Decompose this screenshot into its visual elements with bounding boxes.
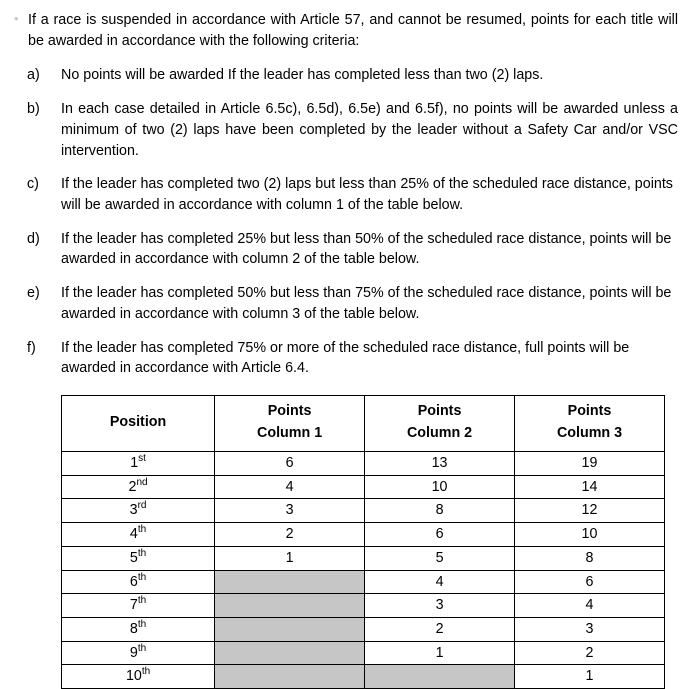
cell-position: [62, 594, 215, 618]
header-column-3: [515, 396, 665, 452]
position-number: 6: [129, 573, 138, 590]
table-row: [62, 617, 665, 641]
header-column-3-line2: Column 3: [556, 424, 623, 441]
cell-points-column-1: [215, 594, 365, 618]
clause-f: [14, 338, 678, 379]
clause-f-label: f): [27, 339, 36, 356]
cell-points-column-2: 10: [365, 475, 515, 499]
cell-position: [62, 665, 215, 689]
table-row: [62, 499, 665, 523]
cell-points-column-2: 4: [365, 570, 515, 594]
cell-position: [62, 570, 215, 594]
cell-points-column-1: 6: [215, 451, 365, 475]
clause-b-label: b): [27, 101, 40, 118]
clause-a-text: No points will be awarded If the leader has completed less than two (2) laps.: [61, 67, 544, 84]
header-position-line1: Position: [109, 413, 167, 430]
cell-points-column-2: 1: [365, 641, 515, 665]
table-row: [62, 665, 665, 689]
cell-points-column-2: 2: [365, 617, 515, 641]
cell-points-column-3: 4: [515, 594, 665, 618]
cell-position: [62, 451, 215, 475]
table-row: [62, 641, 665, 665]
position-number: 3: [129, 502, 138, 519]
points-table: [61, 395, 665, 689]
cell-points-column-3: 2: [515, 641, 665, 665]
table-header-row: [62, 396, 665, 452]
cell-points-column-1: [215, 617, 365, 641]
position-ordinal-suffix: st: [138, 453, 146, 465]
table-row: [62, 523, 665, 547]
clause-d: [14, 229, 678, 270]
table-row: [62, 451, 665, 475]
clause-e: [14, 283, 678, 324]
position-number: 2: [128, 478, 137, 495]
clause-f-text: If the leader has completed 75% or more of the scheduled race distance, full points will be awarded in accordance with Article 6.4.: [61, 339, 630, 377]
points-table-head: [62, 396, 665, 452]
clause-b: [14, 99, 678, 161]
bullet-marker: •: [14, 11, 19, 26]
position-number: 5: [129, 549, 138, 566]
clause-c-label: c): [27, 176, 39, 193]
position-ordinal-suffix: th: [137, 571, 147, 583]
header-column-1: [215, 396, 365, 452]
cell-points-column-3: 12: [515, 499, 665, 523]
position-number: 7: [129, 597, 138, 614]
cell-position: [62, 617, 215, 641]
cell-position: [62, 546, 215, 570]
position-number: 9: [129, 644, 138, 661]
points-table-body: [62, 451, 665, 688]
cell-position: [62, 499, 215, 523]
clause-d-label: d): [27, 230, 40, 247]
position-ordinal-suffix: th: [137, 619, 147, 631]
clause-a-label: a): [27, 67, 40, 84]
cell-points-column-1: 4: [215, 475, 365, 499]
cell-points-column-2: 5: [365, 546, 515, 570]
cell-position: [62, 523, 215, 547]
position-number: 8: [129, 620, 138, 637]
cell-points-column-2: 6: [365, 523, 515, 547]
cell-points-column-3: 8: [515, 546, 665, 570]
cell-points-column-3: 14: [515, 475, 665, 499]
position-ordinal-suffix: th: [137, 595, 147, 607]
clause-c-text: If the leader has completed two (2) laps but less than 25% of the scheduled race distance, points will be awarded in accordance with column 1 of the table below.: [61, 176, 673, 214]
position-number: 10: [125, 668, 142, 685]
position-ordinal-suffix: rd: [137, 500, 147, 512]
cell-points-column-3: 19: [515, 451, 665, 475]
header-column-1-line2: Column 1: [257, 424, 323, 441]
clause-a: [14, 65, 678, 86]
cell-points-column-3: 10: [515, 523, 665, 547]
cell-points-column-2: 8: [365, 499, 515, 523]
cell-position: [62, 475, 215, 499]
position-ordinal-suffix: th: [141, 666, 151, 678]
cell-points-column-2: [365, 665, 515, 689]
table-row: [62, 570, 665, 594]
header-column-2-line1: Points: [417, 403, 462, 420]
position-ordinal-suffix: th: [137, 642, 147, 654]
clause-c: [14, 174, 678, 215]
cell-points-column-2: 3: [365, 594, 515, 618]
cell-points-column-3: 6: [515, 570, 665, 594]
position-number: 1: [130, 454, 139, 471]
cell-points-column-1: 2: [215, 523, 365, 547]
table-row: [62, 475, 665, 499]
cell-points-column-2: 13: [365, 451, 515, 475]
table-row: [62, 546, 665, 570]
cell-points-column-1: [215, 665, 365, 689]
clause-e-text: If the leader has completed 50% but less than 75% of the scheduled race distance, points will be awarded in accordance with column 3 of the table below.: [61, 285, 672, 322]
cell-points-column-3: 1: [515, 665, 665, 689]
cell-points-column-1: 3: [215, 499, 365, 523]
header-column-1-line1: Points: [267, 403, 312, 420]
position-number: 4: [129, 526, 138, 543]
position-ordinal-suffix: th: [137, 548, 147, 560]
position-ordinal-suffix: nd: [136, 476, 148, 488]
header-column-2-line2: Column 2: [406, 424, 473, 441]
clause-b-text: In each case detailed in Article 6.5c), 6.5d), 6.5e) and 6.5f), no points will be awarded unless a minimum of two (2) laps have been completed by the leader without a Safety Car and/or VSC intervention.: [61, 101, 678, 159]
table-row: [62, 594, 665, 618]
position-ordinal-suffix: th: [137, 524, 147, 536]
cell-points-column-1: [215, 641, 365, 665]
cell-points-column-1: 1: [215, 546, 365, 570]
clause-e-label: e): [27, 285, 40, 302]
clause-d-text: If the leader has completed 25% but less than 50% of the scheduled race distance, points will be awarded in accordance with column 2 of the table below.: [61, 230, 672, 268]
header-column-3-line1: Points: [567, 403, 612, 420]
intro-text: If a race is suspended in accordance with Article 57, and cannot be resumed, points for each title will be awarded in accordance with the following criteria:: [28, 12, 678, 49]
cell-points-column-1: [215, 570, 365, 594]
header-column-2: [365, 396, 515, 452]
cell-position: [62, 641, 215, 665]
header-position: [62, 396, 215, 452]
cell-points-column-3: 3: [515, 617, 665, 641]
intro-paragraph: [14, 10, 678, 51]
